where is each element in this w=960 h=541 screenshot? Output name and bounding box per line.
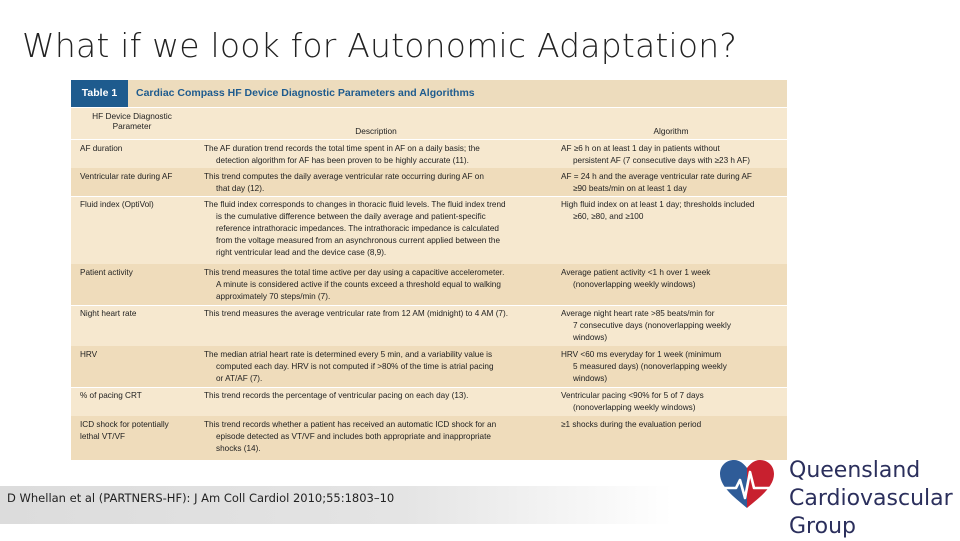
- footer-citation: D Whellan et al (PARTNERS-HF): J Am Coll Cardiol 2010;55:1803–10: [7, 491, 395, 505]
- description-cell-line: A minute is considered active if the counts exceed a threshold equal to walking: [216, 280, 501, 289]
- column-header-parameter: [77, 111, 187, 131]
- table-row: [71, 305, 787, 347]
- description-cell-line: This trend records the percentage of ventricular pacing on each day (13).: [204, 391, 469, 400]
- algorithm-cell-line: ≥60, ≥80, and ≥100: [573, 212, 644, 221]
- parameter-cell-line: ICD shock for potentially: [80, 420, 169, 429]
- algorithm-cell-line: windows): [573, 333, 608, 342]
- description-cell: [204, 143, 554, 167]
- description-cell-line: The fluid index corresponds to changes in thoracic fluid levels. The fluid index trend: [204, 200, 506, 209]
- table-row: [71, 140, 787, 169]
- algorithm-cell-line: 7 consecutive days (nonoverlapping weekly: [573, 321, 731, 330]
- algorithm-cell-line: ≥90 beats/min on at least 1 day: [573, 184, 687, 193]
- logo-wordmark: [789, 457, 953, 541]
- algorithm-cell-line: persistent AF (7 consecutive days with ≥23 h AF): [573, 156, 750, 165]
- table-row: [71, 264, 787, 306]
- algorithm-cell: [561, 349, 783, 385]
- column-header-description: Description: [355, 126, 397, 136]
- description-cell-line: This trend computes the daily average ventricular rate occurring during AF on: [204, 172, 484, 181]
- description-cell-line: episode detected as VT/VF and includes both appropriate and inappropriate: [216, 432, 491, 441]
- description-cell-line: or AT/AF (7).: [216, 374, 263, 383]
- table-header-bar: [71, 80, 787, 108]
- table-row: [71, 346, 787, 388]
- table-row: [71, 168, 787, 197]
- parameter-cell: [80, 390, 198, 402]
- parameter-cell-line: Ventricular rate during AF: [80, 172, 173, 181]
- algorithm-cell: [561, 390, 783, 414]
- parameter-cell: [80, 308, 198, 320]
- description-cell-line: approximately 70 steps/min (7).: [216, 292, 331, 301]
- description-cell: [204, 199, 554, 259]
- algorithm-cell-line: AF = 24 h and the average ventricular rate during AF: [561, 172, 752, 181]
- description-cell: [204, 171, 554, 195]
- parameter-cell-line: lethal VT/VF: [80, 432, 126, 441]
- parameter-cell: [80, 349, 198, 361]
- algorithm-cell-line: Average night heart rate >85 beats/min for: [561, 309, 715, 318]
- algorithm-cell: [561, 171, 783, 195]
- algorithm-cell-line: Ventricular pacing <90% for 5 of 7 days: [561, 391, 704, 400]
- description-cell-line: is the cumulative difference between the daily average and patient-specific: [216, 212, 486, 221]
- parameter-cell-line: % of pacing CRT: [80, 391, 142, 400]
- description-cell-line: from the voltage measured from an asynchronous current applied between the: [216, 236, 500, 245]
- algorithm-cell-line: HRV <60 ms everyday for 1 week (minimum: [561, 350, 722, 359]
- description-cell: [204, 267, 554, 303]
- description-cell-line: The median atrial heart rate is determined every 5 min, and a variability value is: [204, 350, 493, 359]
- parameter-cell: [80, 199, 198, 211]
- description-cell-line: detection algorithm for AF has been proven to be highly accurate (11).: [216, 156, 469, 165]
- parameter-cell: [80, 143, 198, 155]
- logo-line-2: Cardiovascular: [789, 486, 953, 511]
- description-cell-line: that day (12).: [216, 184, 265, 193]
- description-cell: [204, 349, 554, 385]
- description-cell-line: This trend measures the average ventricular rate from 12 AM (midnight) to 4 AM (7).: [204, 309, 508, 318]
- algorithm-cell: [561, 308, 783, 344]
- description-cell: [204, 419, 554, 455]
- description-cell-line: This trend measures the total time active per day using a capacitive accelerometer.: [204, 268, 505, 277]
- parameter-cell-line: AF duration: [80, 144, 123, 153]
- description-cell-line: reference intrathoracic impedances. The intrathoracic impedance is calculated: [216, 224, 499, 233]
- algorithm-cell-line: AF ≥6 h on at least 1 day in patients without: [561, 144, 720, 153]
- parameter-cell: [80, 419, 198, 443]
- algorithm-cell-line: windows): [573, 374, 608, 383]
- table-row: [71, 387, 787, 417]
- description-cell-line: shocks (14).: [216, 444, 261, 453]
- table-title: Cardiac Compass HF Device Diagnostic Parameters and Algorithms: [136, 87, 475, 99]
- table-row: [71, 196, 787, 265]
- algorithm-cell: [561, 419, 783, 431]
- column-header-parameter-line2: Parameter: [112, 121, 152, 131]
- description-cell: [204, 308, 554, 320]
- algorithm-cell: [561, 143, 783, 167]
- diagnostic-table: [71, 80, 787, 460]
- logo-line-3: Group: [789, 514, 856, 539]
- parameter-cell-line: HRV: [80, 350, 98, 359]
- column-header-algorithm: Algorithm: [653, 126, 689, 136]
- description-cell-line: This trend records whether a patient has received an automatic ICD shock for an: [204, 420, 497, 429]
- description-cell-line: The AF duration trend records the total time spent in AF on a daily basis; the: [204, 144, 480, 153]
- column-header-parameter-line1: HF Device Diagnostic: [92, 111, 172, 121]
- slide-title: What if we look for Autonomic Adaptation?: [22, 26, 738, 65]
- algorithm-cell-line: (nonoverlapping weekly windows): [573, 280, 696, 289]
- algorithm-cell-line: ≥1 shocks during the evaluation period: [561, 420, 702, 429]
- table-row: [71, 416, 787, 461]
- algorithm-cell: [561, 199, 783, 223]
- algorithm-cell-line: 5 measured days) (nonoverlapping weekly: [573, 362, 727, 371]
- table-badge: Table 1: [71, 80, 128, 107]
- parameter-cell-line: Fluid index (OptiVol): [80, 200, 154, 209]
- algorithm-cell-line: High fluid index on at least 1 day; thresholds included: [561, 200, 755, 209]
- parameter-cell: [80, 267, 198, 279]
- algorithm-cell-line: (nonoverlapping weekly windows): [573, 403, 696, 412]
- algorithm-cell: [561, 267, 783, 291]
- description-cell: [204, 390, 554, 402]
- logo-line-1: Queensland: [789, 458, 921, 483]
- heart-ecg-icon: [718, 458, 776, 510]
- parameter-cell-line: Night heart rate: [80, 309, 137, 318]
- parameter-cell: [80, 171, 198, 183]
- parameter-cell-line: Patient activity: [80, 268, 133, 277]
- description-cell-line: right ventricular lead and the device case (8,9).: [216, 248, 387, 257]
- description-cell-line: computed each day. HRV is not computed if >80% of the time is atrial pacing: [216, 362, 494, 371]
- algorithm-cell-line: Average patient activity <1 h over 1 week: [561, 268, 711, 277]
